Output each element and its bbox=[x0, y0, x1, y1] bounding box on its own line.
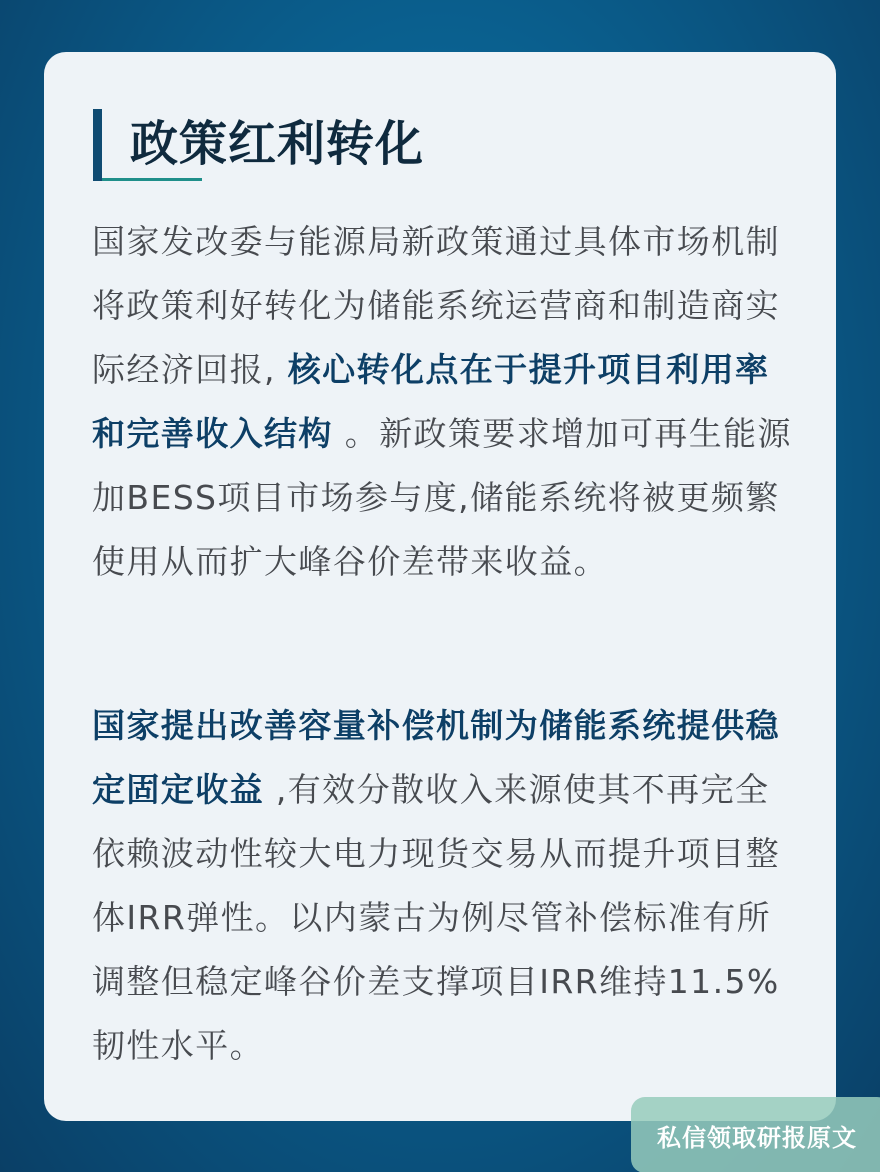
cta-button[interactable] bbox=[631, 1097, 880, 1172]
paragraph-1-highlight: 核心转化点在于提升项目利用率和完善收入结构 bbox=[92, 350, 770, 453]
paragraph-1-text-before: 国家发改委与能源局新政策通过具体市场机制将政策利好转化为储能系统运营商和制造商实际经济回报, bbox=[92, 222, 780, 389]
content-card bbox=[44, 52, 836, 1121]
paragraph-2 bbox=[92, 694, 792, 1078]
title-accent-underline bbox=[102, 178, 202, 181]
card-title: 政策红利转化 bbox=[130, 116, 425, 172]
paragraph-1-text-after: 。新政策要求增加可再生能源加BESS项目市场参与度,储能系统将被更频繁使用从而扩大峰谷价差带来收益。 bbox=[92, 414, 792, 581]
paragraph-2-text-after: ,有效分散收入来源使其不再完全依赖波动性较大电力现货交易从而提升项目整体IRR弹性。以内蒙古为例尽管补偿标准有所调整但稳定峰谷价差支撑项目IRR维持11.5%韧性水平。 bbox=[92, 770, 780, 1065]
paragraph-2-highlight: 国家提出改善容量补偿机制为储能系统提供稳定固定收益 bbox=[92, 706, 780, 809]
title-accent-bar bbox=[93, 109, 102, 181]
paragraph-1 bbox=[92, 210, 792, 594]
cta-label: 私信领取研报原文 bbox=[657, 1123, 857, 1152]
